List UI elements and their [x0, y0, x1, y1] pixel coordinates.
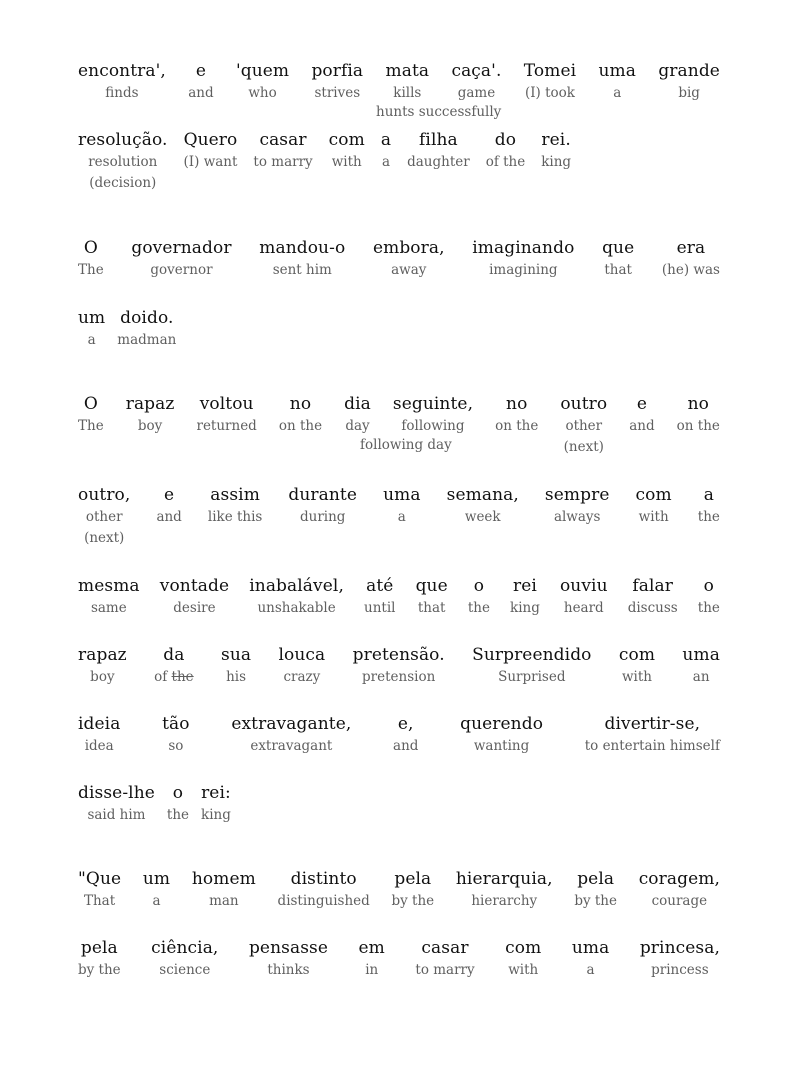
word-column — [311, 60, 363, 104]
gloss-line — [78, 237, 720, 281]
phrase-gloss: following day — [360, 437, 452, 453]
word-row — [78, 237, 720, 281]
portuguese-word: Quero — [183, 130, 238, 150]
portuguese-word: rei: — [201, 783, 231, 803]
portuguese-word: rapaz — [78, 645, 127, 665]
word-column — [574, 868, 617, 912]
word-row — [78, 713, 720, 757]
portuguese-word: encontra', — [78, 61, 166, 81]
portuguese-word: falar — [632, 576, 674, 596]
gloss-line — [78, 782, 720, 826]
english-gloss: resolution — [88, 154, 158, 170]
portuguese-word: no — [687, 394, 709, 414]
word-column — [78, 307, 105, 351]
english-gloss: desire — [173, 600, 216, 616]
gloss-line — [78, 307, 720, 351]
english-gloss: king — [510, 600, 540, 616]
word-row — [78, 575, 720, 619]
word-column — [151, 937, 218, 981]
english-gloss-alt: (next) — [84, 530, 125, 546]
word-column — [456, 868, 553, 912]
portuguese-word: o — [172, 783, 184, 803]
struck-gloss: the — [171, 669, 194, 685]
english-gloss: other — [565, 418, 603, 434]
word-column — [249, 575, 344, 619]
word-column — [598, 60, 636, 104]
word-column — [167, 782, 189, 826]
portuguese-word: outro — [560, 394, 608, 414]
english-gloss: pretension — [362, 669, 436, 685]
portuguese-word: rei. — [541, 130, 571, 150]
portuguese-word: com — [618, 645, 656, 665]
portuguese-word: querendo — [460, 714, 544, 734]
word-column — [658, 60, 720, 104]
word-column — [78, 937, 121, 981]
english-gloss: and — [156, 509, 182, 525]
english-gloss: by the — [391, 893, 435, 909]
english-gloss: thinks — [267, 962, 310, 978]
portuguese-word: O — [83, 394, 98, 414]
english-gloss: finds — [105, 85, 139, 101]
word-column — [78, 575, 140, 619]
word-column — [560, 575, 608, 619]
english-gloss: an — [692, 669, 710, 685]
portuguese-word: inabalável, — [249, 576, 344, 596]
word-column — [279, 393, 322, 458]
word-column — [364, 575, 395, 619]
portuguese-word: e — [164, 485, 175, 505]
word-column — [447, 484, 519, 549]
english-gloss: to marry — [415, 962, 475, 978]
word-column — [629, 393, 654, 458]
english-gloss: distinguished — [277, 893, 370, 909]
word-column — [154, 644, 194, 688]
english-gloss: discuss — [627, 600, 678, 616]
english-gloss: his — [226, 669, 247, 685]
word-column — [636, 484, 672, 549]
english-gloss: a — [152, 893, 161, 909]
english-gloss: boy — [137, 418, 163, 434]
english-gloss: in — [365, 962, 379, 978]
word-column — [117, 307, 176, 351]
portuguese-word: em — [358, 938, 385, 958]
english-gloss: madman — [117, 332, 177, 348]
english-gloss: The — [78, 262, 104, 278]
word-column — [162, 713, 190, 757]
portuguese-word: que — [602, 238, 635, 258]
portuguese-word: e — [195, 61, 206, 81]
english-gloss: a — [381, 154, 390, 170]
gloss-line — [78, 60, 720, 104]
english-gloss: away — [391, 262, 427, 278]
word-column — [472, 644, 591, 688]
english-gloss: on the — [676, 418, 720, 434]
english-gloss: game — [457, 85, 496, 101]
english-gloss: who — [248, 85, 277, 101]
word-row — [78, 307, 720, 351]
gloss-line — [78, 644, 720, 688]
portuguese-word: um — [78, 308, 106, 328]
portuguese-word: um — [142, 869, 171, 889]
english-gloss: a — [586, 962, 595, 978]
gloss-line — [78, 129, 720, 194]
word-column — [373, 237, 445, 281]
english-gloss: governor — [150, 262, 213, 278]
portuguese-word: durante — [288, 485, 358, 505]
word-row — [78, 868, 720, 912]
english-gloss: on the — [495, 418, 539, 434]
english-gloss-alt: (next) — [563, 439, 604, 455]
portuguese-word: o — [473, 576, 485, 596]
english-gloss: on the — [278, 418, 323, 434]
word-row — [78, 129, 720, 194]
english-gloss: the — [166, 807, 190, 823]
portuguese-word: semana, — [446, 485, 519, 505]
portuguese-word: uma — [383, 485, 421, 505]
word-column — [249, 937, 328, 981]
word-column — [386, 60, 430, 104]
word-column — [524, 60, 576, 104]
word-column — [208, 484, 262, 549]
word-column — [451, 60, 501, 104]
english-gloss: The — [78, 418, 104, 434]
english-gloss: week — [464, 509, 501, 525]
portuguese-word: sempre — [544, 485, 610, 505]
word-row — [78, 937, 720, 981]
english-gloss: king — [541, 154, 572, 170]
english-gloss: by the — [78, 962, 121, 978]
word-column — [353, 644, 445, 688]
english-gloss: like this — [207, 509, 263, 525]
english-gloss: to entertain himself — [584, 738, 720, 754]
english-gloss: (he) was — [661, 262, 720, 278]
word-column — [572, 937, 610, 981]
gloss-line — [78, 937, 720, 981]
english-gloss: with — [638, 509, 669, 525]
english-gloss: day — [345, 418, 370, 434]
portuguese-word: pensasse — [248, 938, 328, 958]
word-column — [682, 644, 720, 688]
portuguese-word: com — [328, 130, 365, 150]
word-column — [628, 575, 678, 619]
portuguese-word: casar — [421, 938, 469, 958]
word-column — [407, 129, 470, 194]
english-gloss: said him — [87, 807, 146, 823]
word-column — [468, 575, 490, 619]
portuguese-word: ciência, — [151, 938, 219, 958]
english-gloss: princess — [651, 962, 709, 978]
english-gloss: and — [393, 738, 419, 754]
english-gloss: that — [417, 600, 446, 616]
portuguese-word: mesma — [78, 576, 140, 596]
word-column — [639, 868, 720, 912]
word-column — [541, 129, 571, 194]
portuguese-word: uma — [571, 938, 610, 958]
word-column — [188, 60, 213, 104]
word-column — [156, 484, 181, 549]
english-gloss: extravagant — [250, 738, 333, 754]
portuguese-word: uma — [598, 61, 636, 81]
english-gloss: of the — [485, 154, 526, 170]
portuguese-word: outro, — [78, 485, 131, 505]
portuguese-word: filha — [419, 130, 458, 150]
portuguese-word: vontade — [159, 576, 230, 596]
english-gloss: with — [331, 154, 362, 170]
portuguese-word: embora, — [372, 238, 445, 258]
english-gloss: imagining — [489, 262, 558, 278]
english-gloss: so — [168, 738, 184, 754]
portuguese-word: até — [366, 576, 394, 596]
word-column — [359, 937, 385, 981]
english-gloss: big — [678, 85, 700, 101]
english-gloss: to marry — [253, 154, 313, 170]
portuguese-word: com — [505, 938, 542, 958]
portuguese-word: caça'. — [451, 61, 502, 81]
word-column — [381, 129, 391, 194]
gloss-line — [78, 484, 720, 549]
word-column — [329, 129, 365, 194]
word-column — [78, 868, 121, 912]
english-gloss: by the — [574, 893, 617, 909]
english-gloss: during — [299, 509, 346, 525]
english-gloss: kills — [393, 85, 422, 101]
portuguese-word: 'quem — [235, 61, 290, 81]
english-gloss — [154, 666, 194, 688]
portuguese-word: da — [163, 645, 185, 665]
gloss-line — [78, 868, 720, 912]
word-column — [184, 129, 238, 194]
portuguese-word: pela — [80, 938, 118, 958]
gloss-text: of — [154, 669, 168, 685]
portuguese-word: e — [636, 394, 648, 414]
word-column — [78, 644, 127, 688]
gloss-line — [78, 713, 720, 757]
word-column — [288, 484, 357, 549]
word-column — [486, 129, 526, 194]
word-column — [391, 868, 434, 912]
portuguese-word: louca — [278, 645, 326, 665]
portuguese-word: rei — [512, 576, 537, 596]
word-column — [416, 575, 448, 619]
portuguese-word: divertir-se, — [604, 714, 701, 734]
english-gloss: the — [697, 509, 720, 525]
word-column — [510, 575, 540, 619]
word-column — [192, 868, 256, 912]
word-column — [698, 575, 720, 619]
word-row — [78, 782, 720, 826]
word-column — [698, 484, 720, 549]
word-column — [160, 575, 229, 619]
english-gloss: science — [159, 962, 211, 978]
word-column — [495, 393, 538, 458]
portuguese-word: e, — [397, 714, 414, 734]
word-column — [393, 713, 418, 757]
portuguese-word: era — [676, 238, 706, 258]
english-gloss: sent him — [272, 262, 332, 278]
portuguese-word: rapaz — [125, 394, 175, 414]
portuguese-word: do — [494, 130, 517, 150]
word-column — [259, 237, 345, 281]
portuguese-word: ouviu — [559, 576, 608, 596]
portuguese-word: voltou — [199, 394, 254, 414]
word-column — [602, 237, 634, 281]
portuguese-word: "Que — [78, 869, 122, 889]
english-gloss: same — [90, 600, 127, 616]
portuguese-word: pela — [394, 869, 432, 889]
portuguese-word: uma — [682, 645, 720, 665]
english-gloss: (I) want — [183, 154, 238, 170]
portuguese-word: mandou-o — [259, 238, 346, 258]
word-column — [383, 484, 421, 549]
portuguese-word: a — [380, 130, 392, 150]
portuguese-word: a — [703, 485, 714, 505]
portuguese-word: o — [703, 576, 715, 596]
portuguese-word: disse-lhe — [78, 783, 155, 803]
english-gloss: wanting — [473, 738, 530, 754]
portuguese-word: resolução. — [78, 130, 168, 150]
english-gloss: (I) took — [524, 85, 575, 101]
english-gloss: other — [85, 509, 123, 525]
word-column — [126, 393, 175, 458]
portuguese-word: tão — [162, 714, 190, 734]
portuguese-word: que — [415, 576, 448, 596]
word-column — [78, 129, 168, 194]
portuguese-word: ideia — [78, 714, 121, 734]
portuguese-word: dia — [344, 394, 371, 414]
portuguese-word: imaginando — [472, 238, 575, 258]
word-column — [253, 129, 312, 194]
word-column — [201, 782, 231, 826]
word-column — [662, 237, 720, 281]
portuguese-word: sua — [221, 645, 252, 665]
word-column — [78, 713, 120, 757]
portuguese-word: assim — [210, 485, 260, 505]
english-gloss: man — [209, 893, 239, 909]
portuguese-word: no — [506, 394, 528, 414]
portuguese-word: governador — [131, 238, 232, 258]
word-column — [585, 713, 720, 757]
phrase-gloss: hunts successfully — [376, 104, 502, 120]
english-gloss: a — [613, 85, 622, 101]
english-gloss: boy — [90, 669, 115, 685]
portuguese-word: distinto — [290, 869, 357, 889]
word-row — [78, 644, 720, 688]
english-gloss: unshakable — [257, 600, 336, 616]
portuguese-word: no — [289, 394, 312, 414]
english-gloss: daughter — [407, 154, 470, 170]
word-column — [545, 484, 610, 549]
english-gloss: crazy — [283, 669, 321, 685]
portuguese-word: Surpreendido — [472, 645, 592, 665]
english-gloss: that — [604, 262, 632, 278]
english-gloss: and — [629, 418, 655, 434]
word-column — [415, 937, 474, 981]
english-gloss: and — [188, 85, 214, 101]
portuguese-word: extravagante, — [231, 714, 352, 734]
english-gloss: a — [87, 332, 96, 348]
portuguese-word: hierarquia, — [455, 869, 553, 889]
english-gloss: king — [201, 807, 231, 823]
portuguese-word: homem — [191, 869, 256, 889]
word-column — [472, 237, 574, 281]
portuguese-word: O — [83, 238, 98, 258]
english-gloss: the — [697, 600, 720, 616]
word-column — [78, 782, 155, 826]
portuguese-word: coragem, — [638, 869, 720, 889]
word-column — [560, 393, 607, 458]
word-column — [505, 937, 541, 981]
word-column — [231, 713, 351, 757]
english-gloss: until — [364, 600, 396, 616]
portuguese-word: pela — [577, 869, 615, 889]
gloss-line — [78, 575, 720, 619]
english-gloss: the — [467, 600, 490, 616]
word-column — [78, 484, 130, 549]
word-column — [460, 713, 543, 757]
word-column — [640, 937, 720, 981]
word-column — [619, 644, 655, 688]
portuguese-word: casar — [259, 130, 307, 150]
word-column — [78, 60, 166, 104]
word-column — [278, 644, 325, 688]
english-gloss: idea — [84, 738, 114, 754]
portuguese-word: doido. — [120, 308, 174, 328]
english-gloss: hierarchy — [471, 893, 538, 909]
word-column — [131, 237, 231, 281]
english-gloss: courage — [651, 893, 708, 909]
portuguese-word: com — [635, 485, 672, 505]
portuguese-word: seguinte, — [392, 394, 474, 414]
english-gloss: returned — [196, 418, 257, 434]
word-column — [78, 237, 104, 281]
english-gloss: Surprised — [498, 669, 566, 685]
english-gloss-alt: (decision) — [89, 175, 157, 191]
word-column — [278, 868, 370, 912]
word-column — [143, 868, 170, 912]
word-row — [78, 484, 720, 549]
english-gloss: always — [553, 509, 601, 525]
english-gloss: following — [401, 418, 465, 434]
portuguese-word: grande — [658, 61, 720, 81]
english-gloss: strives — [314, 85, 361, 101]
portuguese-word: mata — [385, 61, 430, 81]
english-gloss: with — [621, 669, 652, 685]
word-row — [78, 60, 720, 104]
portuguese-word: Tomei — [523, 61, 577, 81]
portuguese-word: princesa, — [639, 938, 720, 958]
word-column — [78, 393, 104, 458]
word-column — [221, 644, 251, 688]
portuguese-word: porfia — [311, 61, 364, 81]
english-gloss: with — [508, 962, 539, 978]
english-gloss: a — [397, 509, 406, 525]
english-gloss: That — [83, 893, 116, 909]
word-column — [196, 393, 256, 458]
portuguese-word: pretensão. — [352, 645, 445, 665]
word-column — [677, 393, 720, 458]
word-column — [236, 60, 289, 104]
english-gloss: heard — [563, 600, 604, 616]
